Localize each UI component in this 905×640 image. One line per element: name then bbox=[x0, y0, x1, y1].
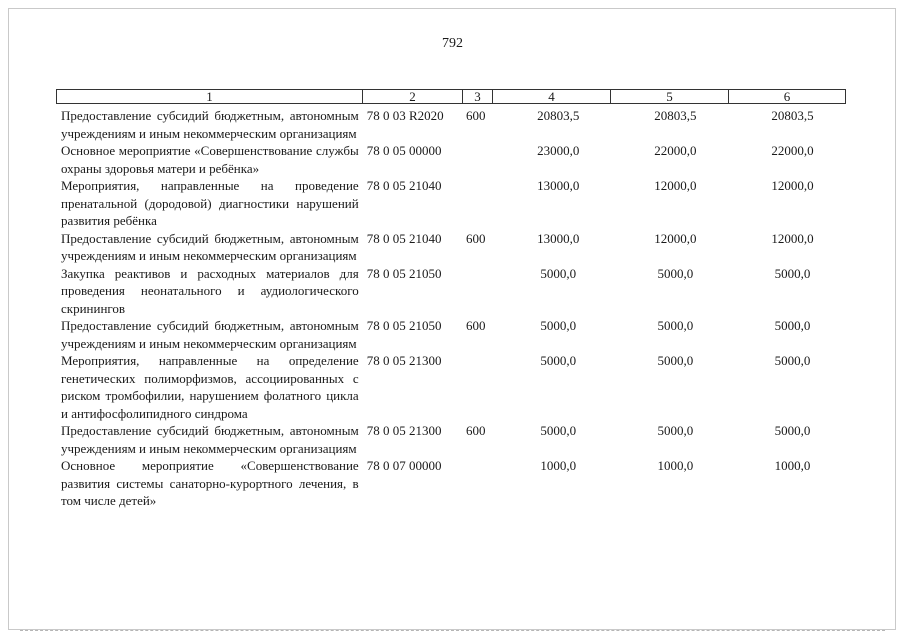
row-value-col-4: 1000,0 bbox=[540, 458, 577, 473]
row-value-col-6: 5000,0 bbox=[774, 265, 811, 281]
row-value-col-4: 5000,0 bbox=[540, 265, 577, 281]
row-expense-type: 600 bbox=[465, 230, 486, 246]
row-expense-type: 600 bbox=[465, 318, 486, 333]
header-col-3: 3 bbox=[463, 90, 493, 103]
row-value-col-5: 5000,0 bbox=[657, 265, 694, 281]
row-expense-type bbox=[466, 177, 496, 230]
header-col-6: 6 bbox=[783, 89, 791, 104]
table-row bbox=[61, 317, 851, 352]
table-body bbox=[61, 107, 851, 510]
row-description: Основное мероприятие «Совершенствование развития системы санаторно-курортного лечения, в том числе детей» bbox=[61, 458, 359, 508]
row-code: 78 0 05 21040 bbox=[366, 178, 442, 193]
row-value-col-6: 20803,5 bbox=[771, 108, 814, 123]
row-expense-type bbox=[466, 352, 496, 422]
row-description: Предоставление субсидий бюджетным, автономным учреждениям и иным некоммерческим организациям bbox=[61, 423, 359, 456]
row-value-col-5: 22000,0 bbox=[654, 143, 697, 158]
row-description: Основное мероприятие «Совершенствование службы охраны здоровья матери и ребёнка» bbox=[61, 143, 359, 176]
header-col-4: 4 bbox=[493, 90, 611, 103]
table-header bbox=[56, 89, 846, 104]
row-expense-type bbox=[466, 265, 496, 318]
row-description: Мероприятия, направленные на определение генетических полиморфизмов, ассоциированных с риском тромбофилии, нарушением фолатного цикла и антифосфолипидного синдрома bbox=[61, 353, 359, 421]
row-value-col-6: 22000,0 bbox=[771, 143, 814, 158]
row-expense-type bbox=[466, 142, 496, 177]
table-row bbox=[61, 265, 851, 318]
row-value-col-6: 1000,0 bbox=[774, 458, 811, 473]
row-value-col-5: 12000,0 bbox=[654, 230, 697, 246]
row-code: 78 0 07 00000 bbox=[366, 458, 442, 473]
row-value-col-6: 12000,0 bbox=[771, 178, 814, 193]
header-col-2: 2 bbox=[363, 90, 463, 103]
table-row bbox=[61, 142, 851, 177]
row-code: 78 0 03 R2020 bbox=[366, 108, 444, 123]
page-number: 792 bbox=[442, 36, 463, 51]
row-value-col-4: 5000,0 bbox=[540, 353, 577, 368]
row-value-col-6: 5000,0 bbox=[774, 318, 811, 333]
row-value-col-4: 23000,0 bbox=[537, 143, 580, 158]
table-row bbox=[61, 422, 851, 457]
row-value-col-4: 13000,0 bbox=[537, 178, 580, 193]
row-value-col-5: 5000,0 bbox=[657, 423, 694, 438]
table-row bbox=[61, 107, 851, 142]
row-value-col-4: 5000,0 bbox=[540, 423, 577, 438]
row-description: Предоставление субсидий бюджетным, автономным учреждениям и иным некоммерческим организациям bbox=[61, 230, 359, 263]
table-row bbox=[61, 457, 851, 510]
row-expense-type bbox=[466, 457, 496, 510]
header-col-1: 1 bbox=[57, 90, 363, 103]
row-code: 78 0 05 21050 bbox=[366, 318, 442, 333]
row-value-col-6: 12000,0 bbox=[771, 230, 814, 246]
row-value-col-5: 5000,0 bbox=[657, 318, 694, 333]
row-expense-type: 600 bbox=[465, 108, 486, 123]
row-value-col-5: 12000,0 bbox=[654, 178, 697, 193]
row-value-col-4: 13000,0 bbox=[537, 230, 580, 246]
row-value-col-6: 5000,0 bbox=[774, 353, 811, 368]
row-code: 78 0 05 21300 bbox=[366, 353, 442, 368]
row-code: 78 0 05 21300 bbox=[366, 423, 442, 438]
row-value-col-4: 20803,5 bbox=[537, 108, 580, 123]
table-row bbox=[61, 352, 851, 422]
row-description: Закупка реактивов и расходных материалов для проведения неонатального и аудиологического скринингов bbox=[61, 265, 359, 316]
row-value-col-6: 5000,0 bbox=[774, 423, 811, 438]
row-value-col-5: 1000,0 bbox=[657, 458, 694, 473]
row-expense-type: 600 bbox=[465, 423, 486, 438]
row-description: Предоставление субсидий бюджетным, автономным учреждениям и иным некоммерческим организациям bbox=[61, 318, 359, 351]
table-row bbox=[61, 230, 851, 265]
header-col-5: 5 bbox=[611, 90, 729, 103]
row-value-col-4: 5000,0 bbox=[540, 318, 577, 333]
row-description: Мероприятия, направленные на проведение пренатальной (дородовой) диагностики нарушений развития ребёнка bbox=[61, 178, 359, 228]
row-value-col-5: 20803,5 bbox=[654, 108, 697, 123]
table-row bbox=[61, 177, 851, 230]
row-description: Предоставление субсидий бюджетным, автономным учреждениям и иным некоммерческим организациям bbox=[61, 108, 359, 141]
row-code: 78 0 05 21040 bbox=[366, 230, 442, 246]
row-code: 78 0 05 21050 bbox=[366, 265, 442, 281]
row-value-col-5: 5000,0 bbox=[657, 353, 694, 368]
row-code: 78 0 05 00000 bbox=[366, 143, 442, 158]
page-bottom-edge bbox=[20, 630, 885, 631]
